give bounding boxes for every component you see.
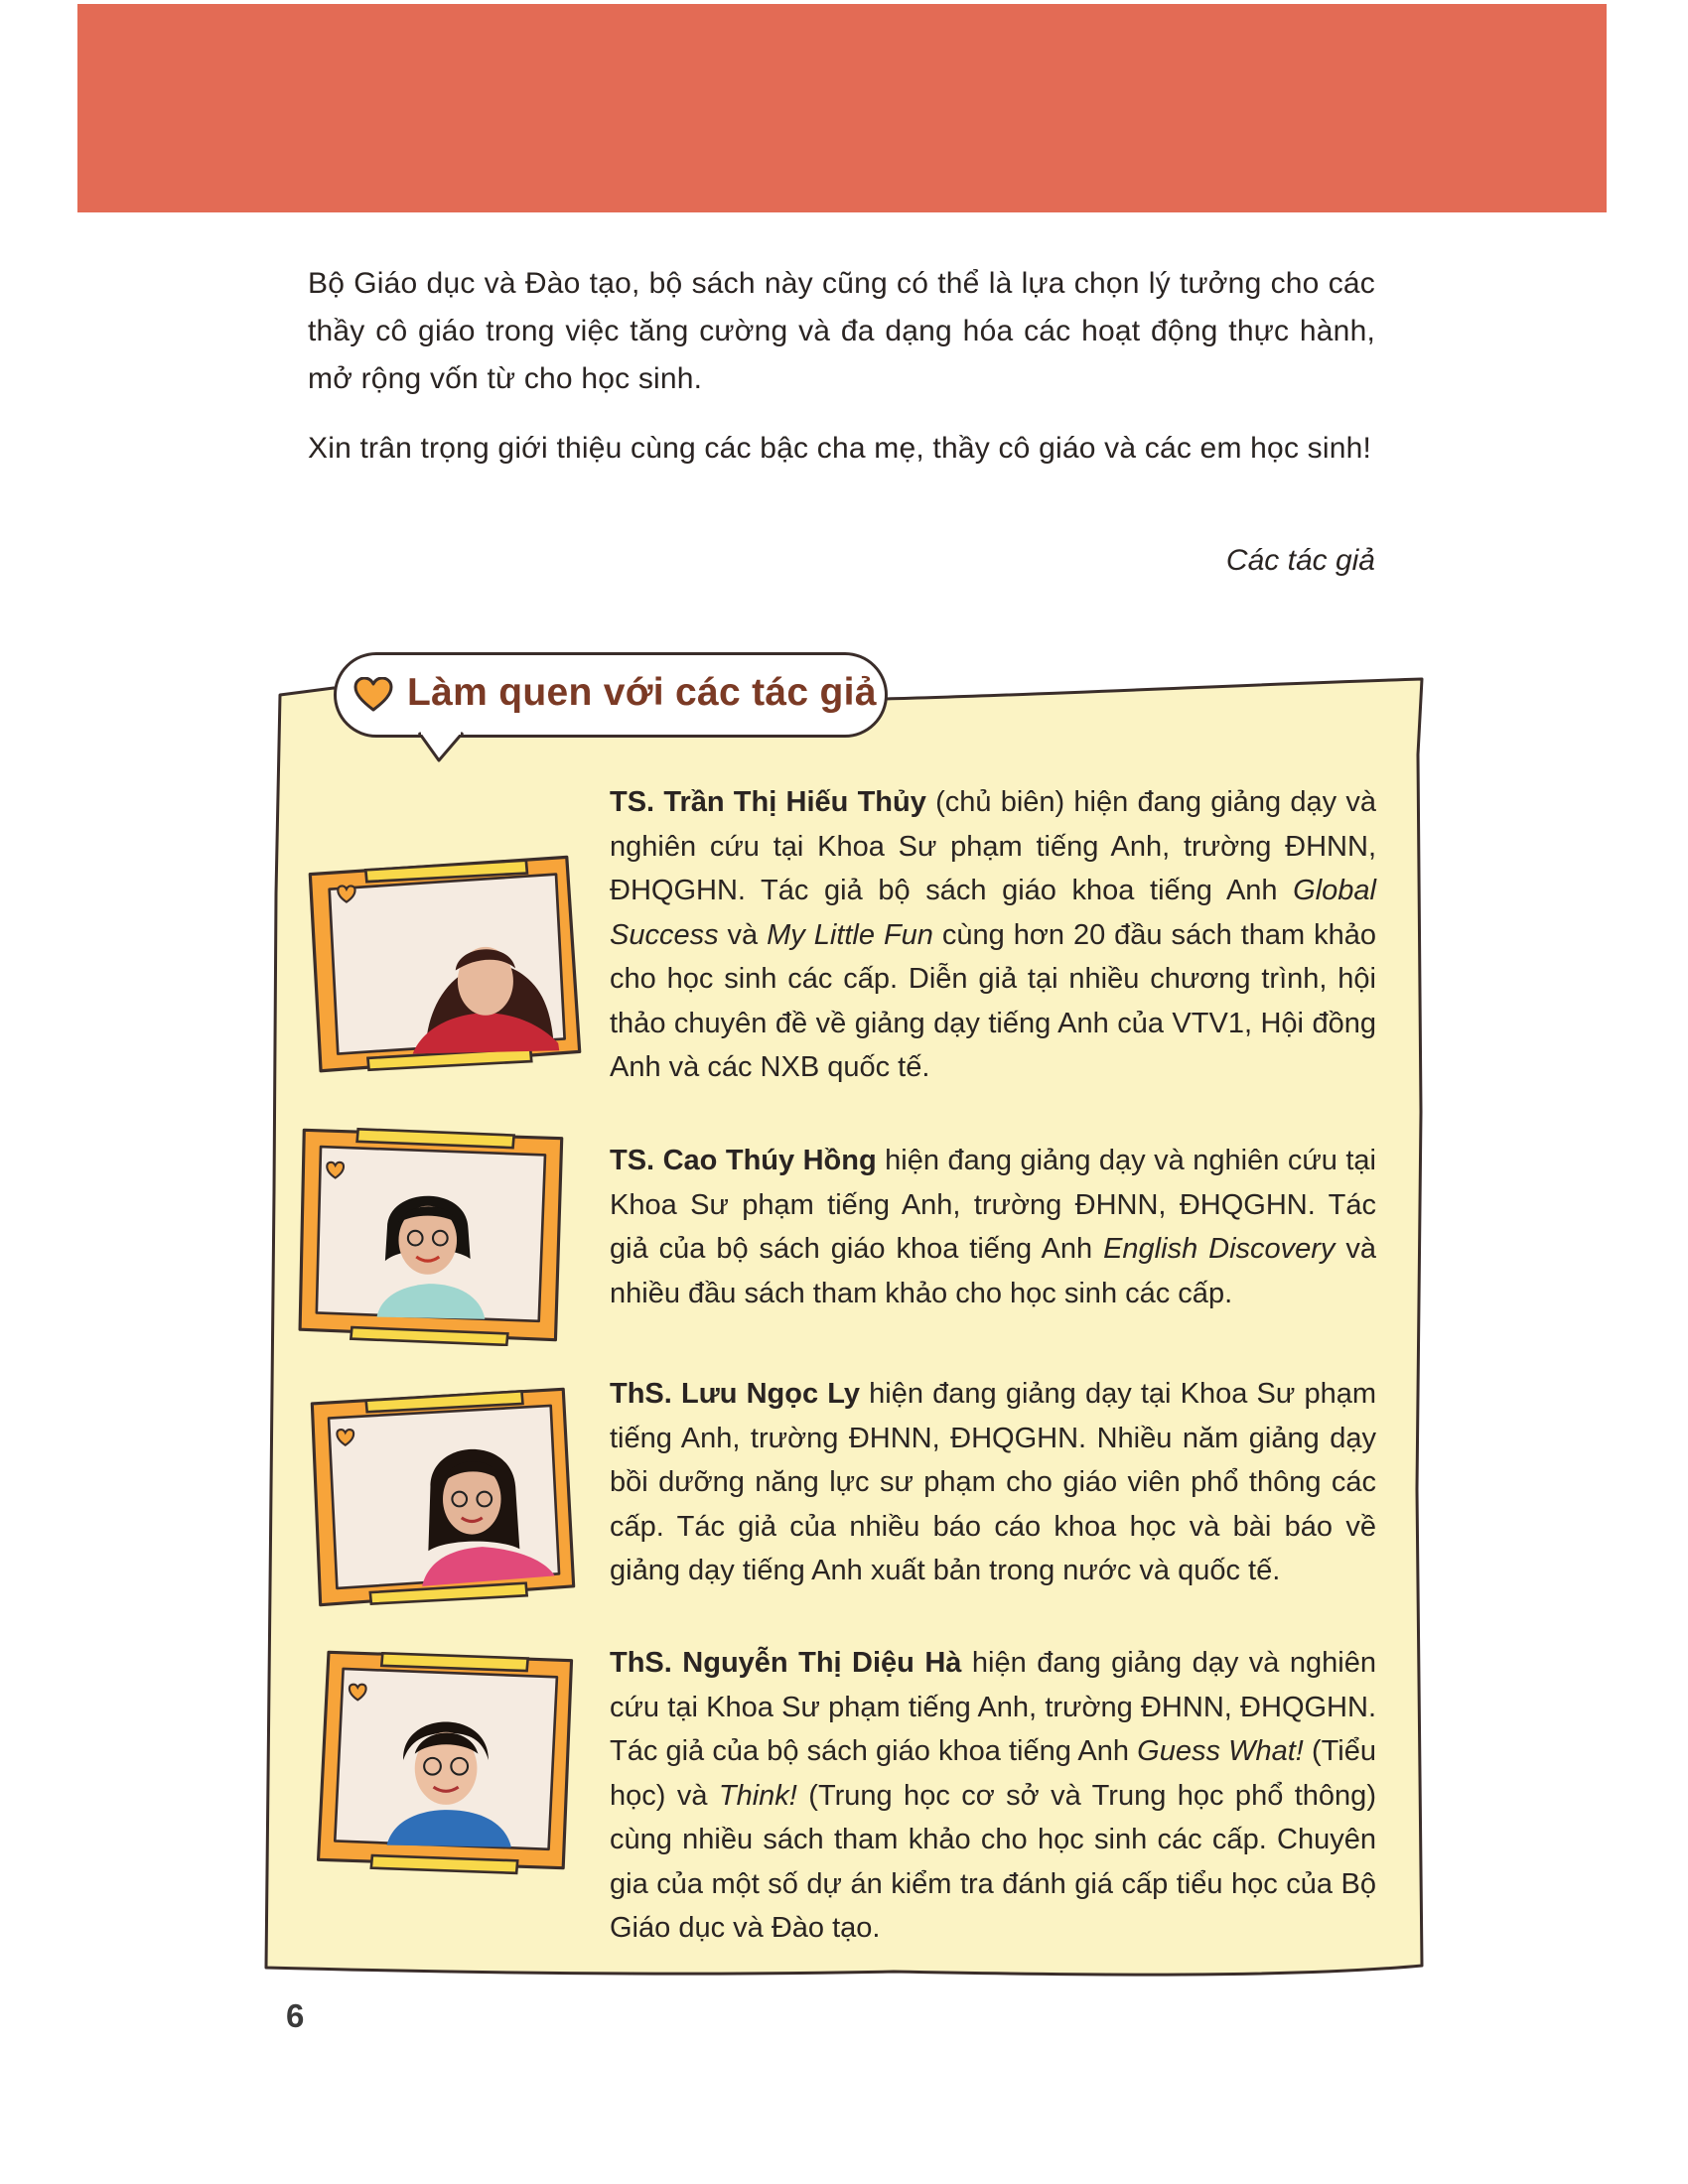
intro-paragraph: Xin trân trọng giới thiệu cùng các bậc cha mẹ, thầy cô giáo và các em học sinh! bbox=[308, 432, 1372, 465]
author-photo-frame bbox=[306, 849, 584, 1077]
author-bio: ThS. Lưu Ngọc Ly hiện đang giảng dạy tại Khoa Sư phạm tiếng Anh, trường ĐHNN, ĐHQGHN. Nhiều năm giảng dạy bồi dưỡng năng lực sư phạm cho giáo viên phổ thông các cấp. Tác giả của nhiều báo cáo khoa học và bài báo về giảng dạy tiếng Anh xuất bản trong nước và quốc tế. bbox=[610, 1378, 1377, 1586]
author-name: TS. Trần Thị Hiếu Thủy bbox=[610, 786, 926, 818]
intro-paragraph: Bộ Giáo dục và Đào tạo, bộ sách này cũng có thể là lựa chọn lý tưởng cho các thầy cô giáo trong việc tăng cường và đa dạng hóa các hoạt động thực hành, mở rộng vốn từ cho học sinh. bbox=[308, 267, 1375, 395]
bubble-tail bbox=[417, 731, 467, 764]
author-bio: ThS. Nguyễn Thị Diệu Hà hiện đang giảng dạy và nghiên cứu tại Khoa Sư phạm tiếng Anh, trường ĐHNN, ĐHQGHN. Tác giả của bộ sách giáo khoa tiếng Anh Guess What! (Tiểu học) và Think! (Trung học cơ sở và Trung học phổ thông) cùng nhiều sách tham khảo cho học sinh các cấp. Chuyên gia của một số dự án kiểm tra đánh giá cấp tiểu học của Bộ Giáo dục và Đào tạo. bbox=[610, 1647, 1376, 1944]
author-name: ThS. Nguyễn Thị Diệu Hà bbox=[610, 1647, 962, 1679]
author-photo-frame bbox=[298, 1124, 568, 1346]
author-bio: TS. Cao Thúy Hồng hiện đang giảng dạy và nghiên cứu tại Khoa Sư phạm tiếng Anh, trường ĐHNN, ĐHQGHN. Tác giả của bộ sách giáo khoa tiếng Anh English Discovery và nhiều đầu sách tham khảo cho học sinh các cấp. bbox=[610, 1145, 1377, 1309]
author-name: ThS. Lưu Ngọc Ly bbox=[610, 1378, 861, 1410]
author-photo-frame bbox=[308, 1383, 578, 1613]
author-name: TS. Cao Thúy Hồng bbox=[610, 1145, 877, 1176]
page-number: 6 bbox=[286, 1997, 305, 2034]
section-title: Làm quen với các tác giả bbox=[407, 671, 877, 714]
signature: Các tác giả bbox=[1225, 544, 1375, 577]
author-photo-frame bbox=[314, 1646, 574, 1876]
author-bio: TS. Trần Thị Hiếu Thủy (chủ biên) hiện đang giảng dạy và nghiên cứu tại Khoa Sư phạm tiếng Anh, trường ĐHNN, ĐHQGHN. Tác giả bộ sách giáo khoa tiếng Anh Global Success và My Little Fun cùng hơn 20 đầu sách tham khảo cho học sinh các cấp. Diễn giả tại nhiều chương trình, hội thảo chuyên đề về giảng dạy tiếng Anh của VTV1, Hội đồng Anh và các NXB quốc tế. bbox=[610, 786, 1377, 1083]
heart-icon bbox=[353, 677, 393, 713]
